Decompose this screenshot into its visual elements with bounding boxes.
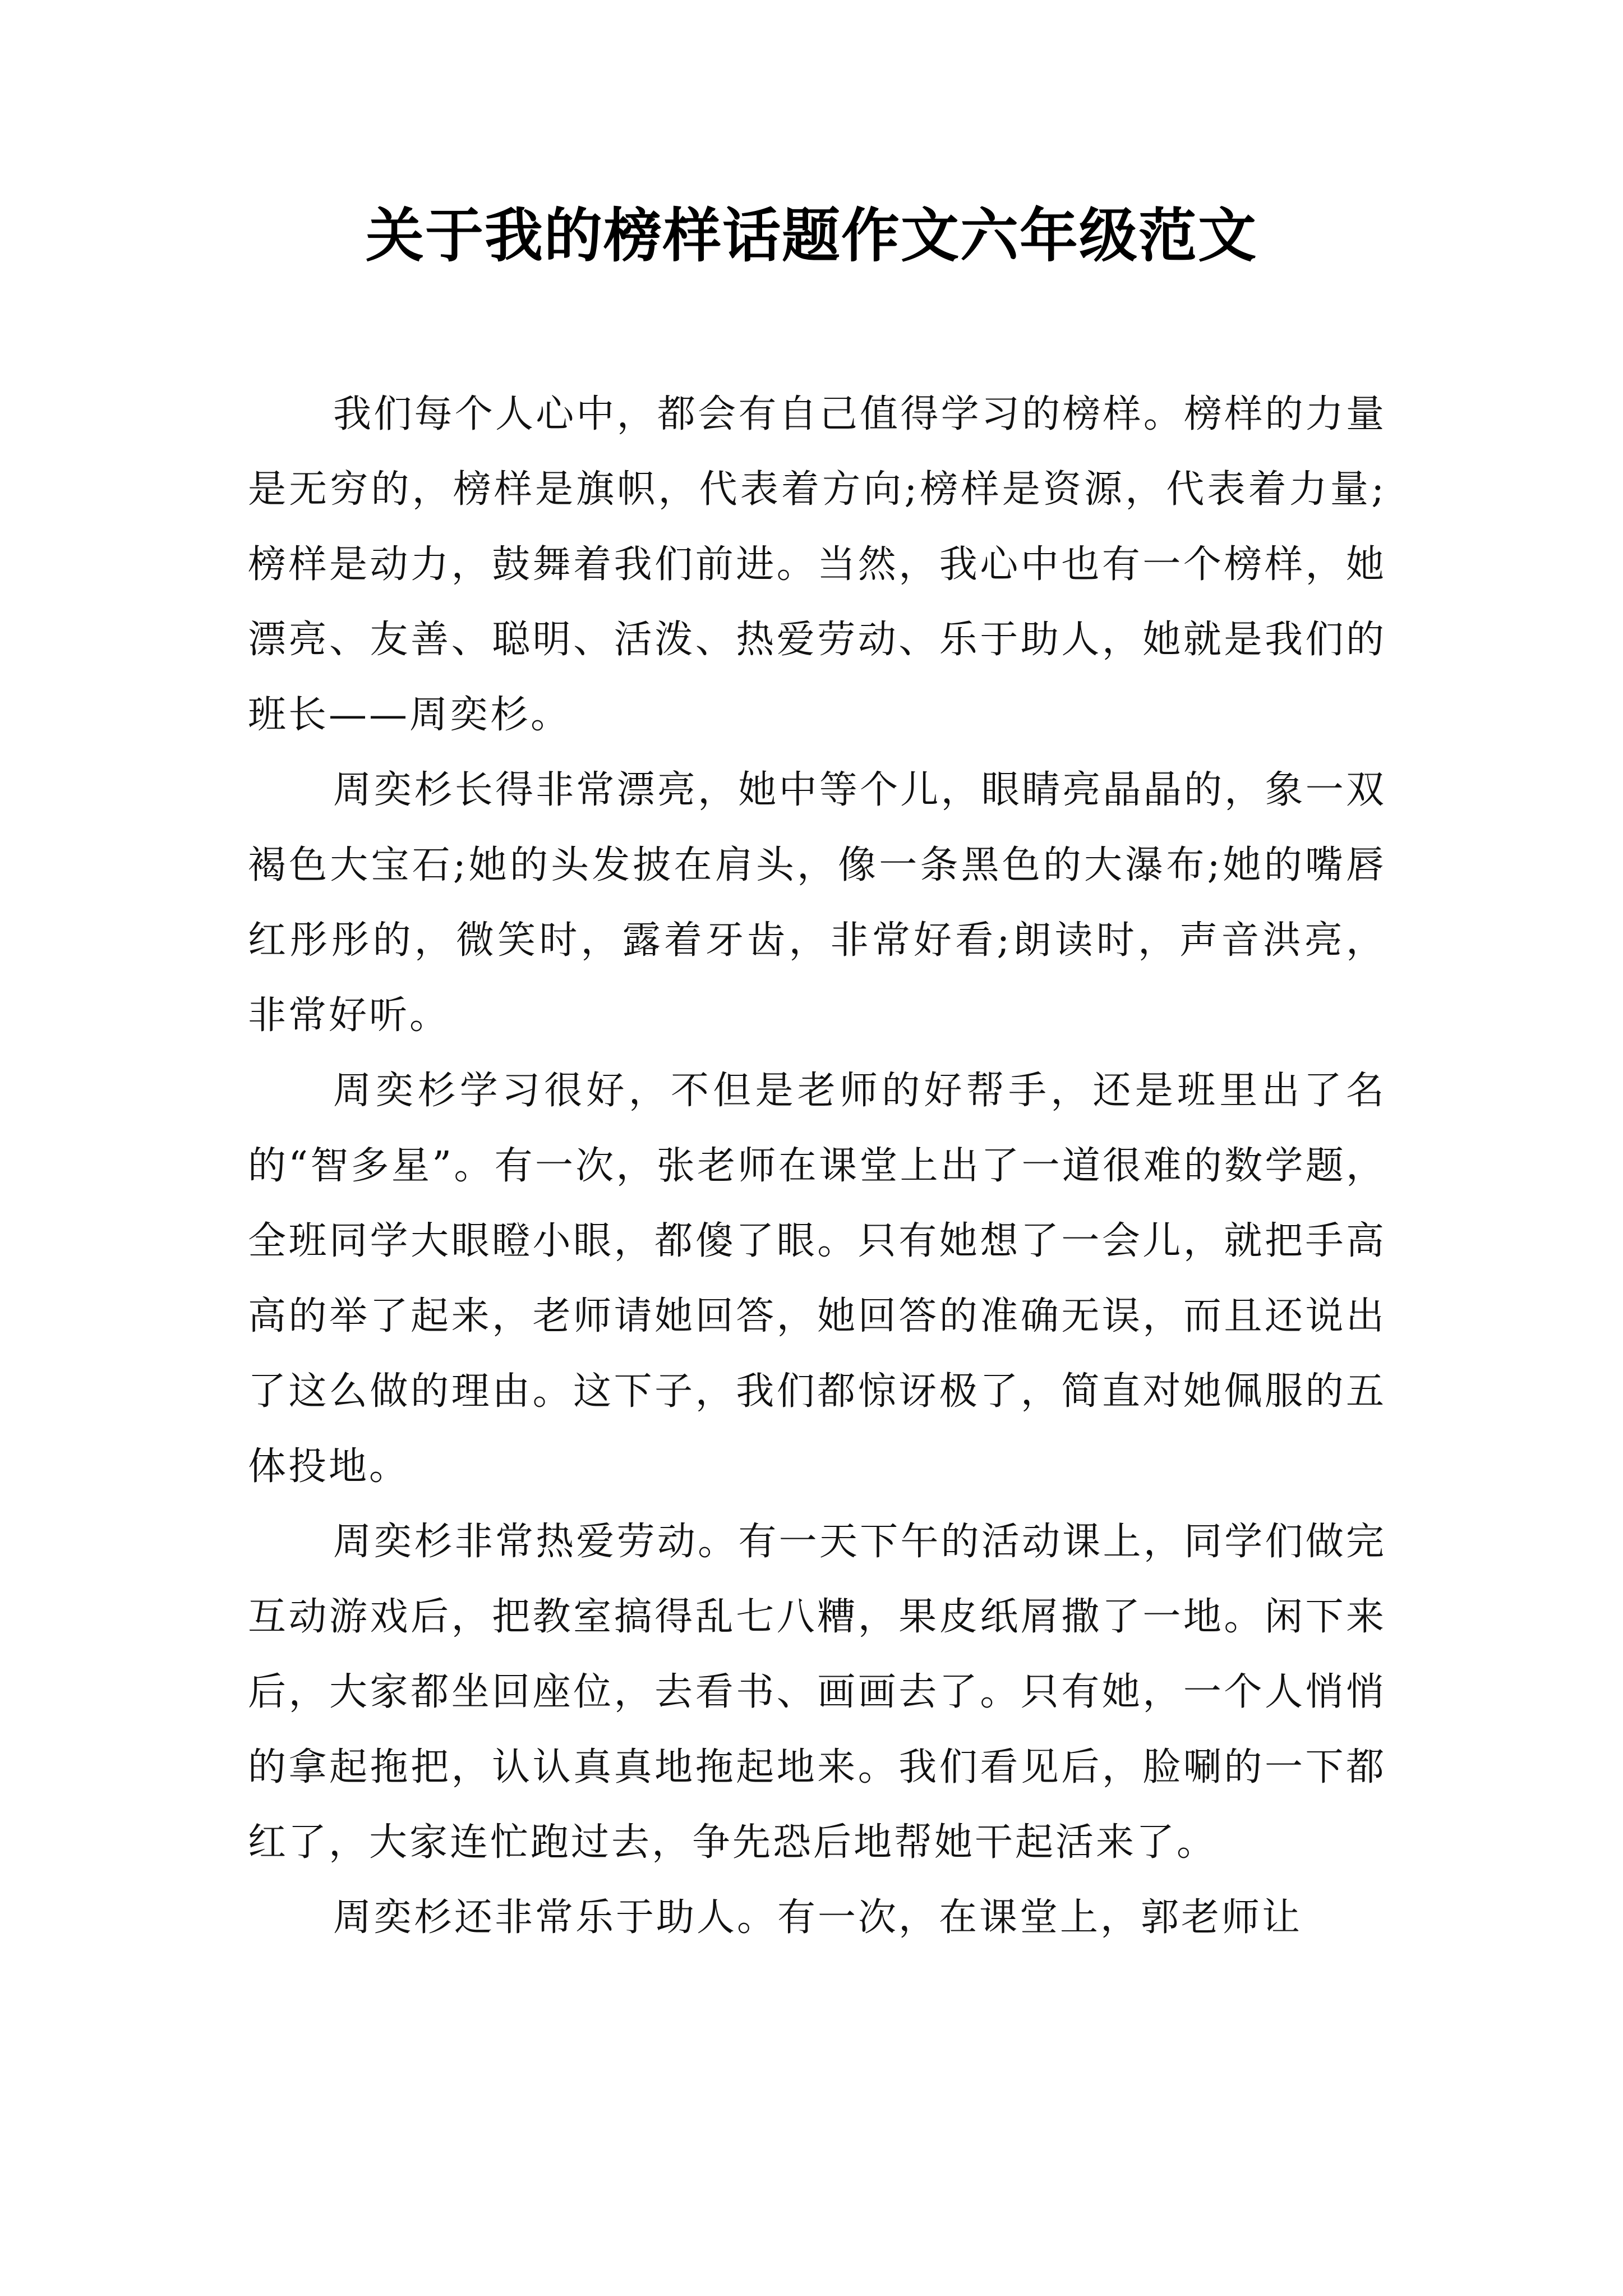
paragraph-1: 我们每个人心中，都会有自己值得学习的榜样。榜样的力量是无穷的，榜样是旗帜，代表着方向;榜样是资源，代表着力量;榜样是动力，鼓舞着我们前进。当然，我心中也有一个榜样，她漂亮、友善、聪明、活泼、热爱劳动、乐于助人，她就是我们的班长——周奕杉。 [248,392,1386,737]
paragraph-2: 周奕杉长得非常漂亮，她中等个儿，眼睛亮晶晶的，象一双褐色大宝石;她的头发披在肩头，像一条黑色的大瀑布;她的嘴唇红彤彤的，微笑时，露着牙齿，非常好看;朗读时，声音洪亮，非常好听。 [248,768,1386,1038]
document-body [248,377,1386,1955]
paragraph-3: 周奕杉学习很好，不但是老师的好帮手，还是班里出了名的“智多星”。有一次，张老师在课堂上出了一道很难的数学题，全班同学大眼瞪小眼，都傻了眼。只有她想了一会儿，就把手高高的举了起来，老师请她回答，她回答的准确无误，而且还说出了这么做的理由。这下子，我们都惊讶极了，简直对她佩服的五体投地。 [248,1069,1386,1489]
document-title: 关于我的榜样话题作文六年级范文 [365,201,1257,270]
paragraph-4: 周奕杉非常热爱劳动。有一天下午的活动课上，同学们做完互动游戏后，把教室搞得乱七八糟，果皮纸屑撒了一地。闲下来后，大家都坐回座位，去看书、画画去了。只有她，一个人悄悄的拿起拖把，认认真真地拖起地来。我们看见后，脸唰的一下都红了，大家连忙跑过去，争先恐后地帮她干起活来了。 [248,1520,1386,1865]
paragraph-5: 周奕杉还非常乐于助人。有一次，在课堂上，郭老师让 [333,1895,1303,1940]
